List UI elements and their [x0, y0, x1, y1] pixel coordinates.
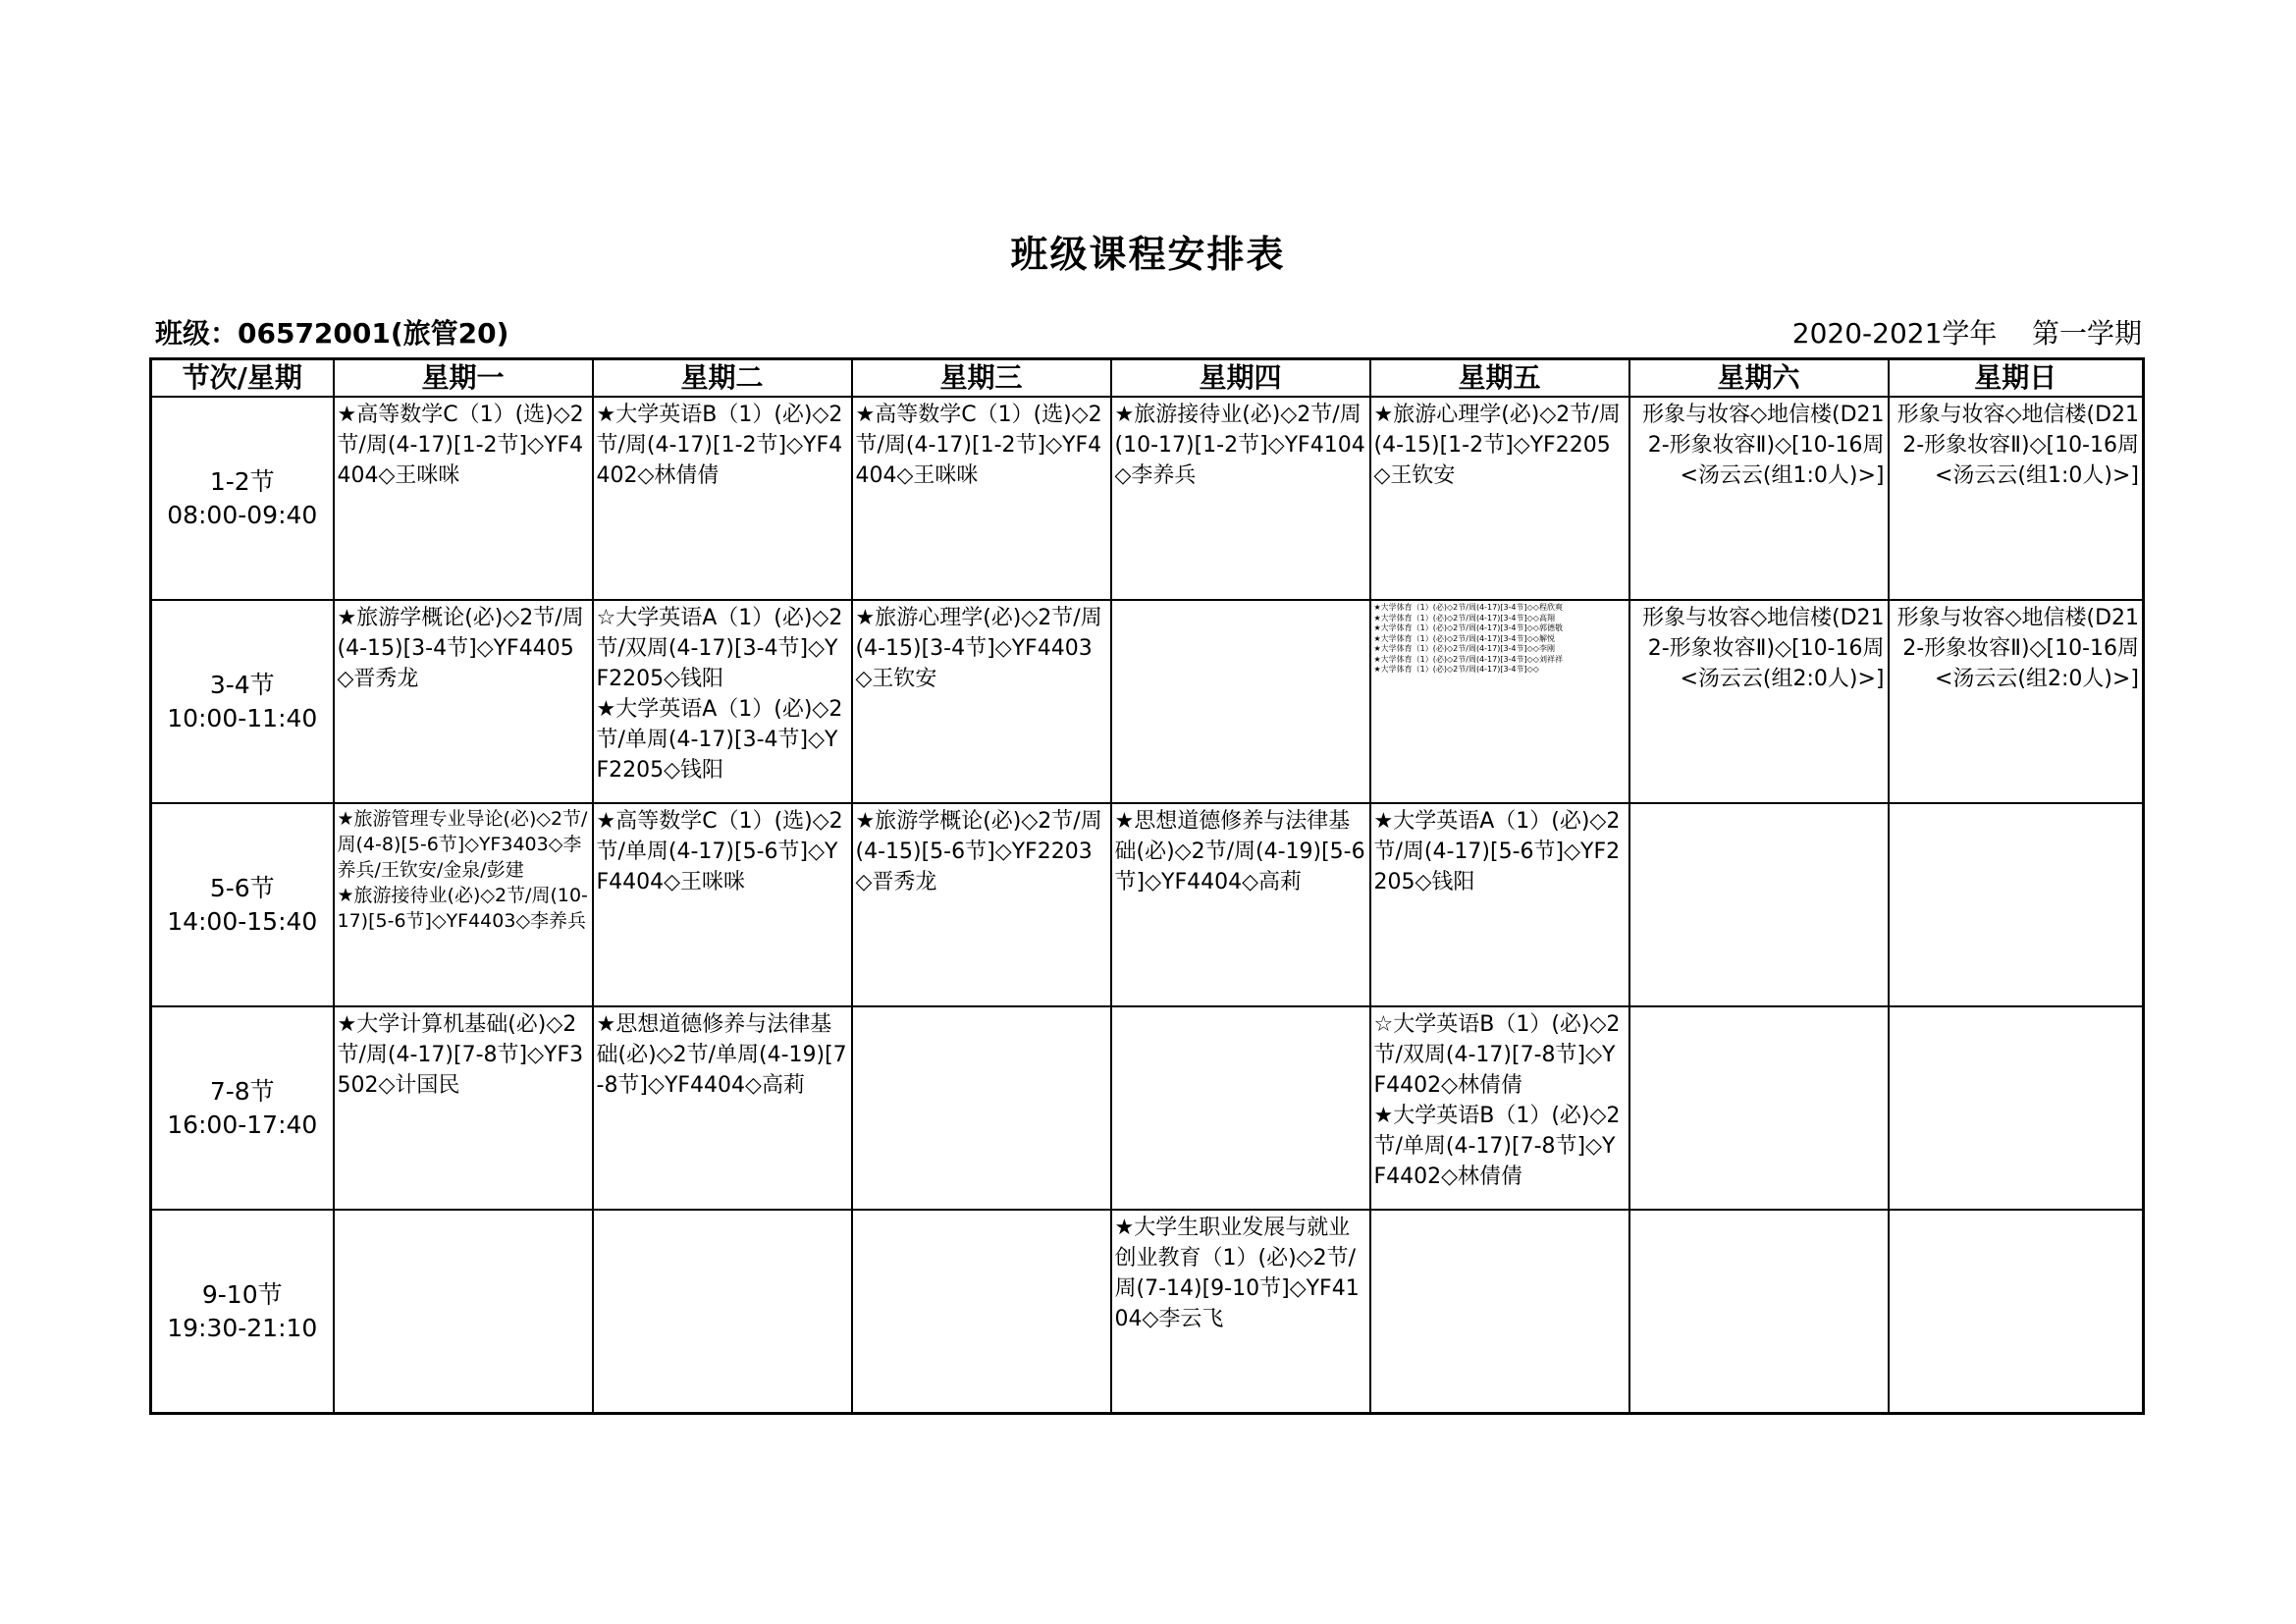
schedule-cell-sunday: [1889, 803, 2144, 1006]
table-row: [151, 600, 2144, 803]
schedule-cell-sunday: [1889, 1210, 2144, 1414]
schedule-cell-tuesday: [593, 803, 852, 1006]
course-entry: ★高等数学C（1）(选)◇2节/单周(4-17)[5-6节]◇YF4404◇王咪咪: [596, 809, 843, 894]
course-entry: 形象与妆容◇地信楼(D212-形象妆容Ⅱ)◇[10-16周<汤云云(组1:0人)>]: [1642, 403, 1885, 488]
schedule-cell-thursday: [1111, 1210, 1370, 1414]
course-entry: ★大学体育（1）(必)◇2节/周(4-17)[3-4节]◇◇解悦: [1373, 633, 1555, 643]
course-entry: ★思想道德修养与法律基础(必)◇2节/单周(4-19)[7-8节]◇YF4404◇高莉: [596, 1012, 847, 1098]
course-entry: 形象与妆容◇地信楼(D212-形象妆容Ⅱ)◇[10-16周<汤云云(组1:0人)>]: [1896, 403, 2139, 488]
course-entry: ★大学体育（1）(必)◇2节/周(4-17)[3-4节]◇◇郭德敬: [1373, 623, 1563, 632]
table-row: [151, 1006, 2144, 1210]
schedule-cell-friday: [1370, 803, 1629, 1006]
schedule-cell-monday: [334, 600, 593, 803]
course-entry: ★大学英语B（1）(必)◇2节/单周(4-17)[7-8节]◇YF4402◇林倩倩: [1373, 1104, 1621, 1189]
period-label: 7-8节: [209, 1076, 275, 1106]
course-entry: ★大学计算机基础(必)◇2节/周(4-17)[7-8节]◇YF3502◇计国民: [337, 1012, 584, 1098]
schedule-cell-thursday: [1111, 600, 1370, 803]
schedule-body: [151, 397, 2144, 1414]
period-time: 16:00-17:40: [167, 1110, 318, 1139]
table-row: [151, 1210, 2144, 1414]
schedule-cell-saturday: [1629, 397, 1889, 600]
course-entry: 形象与妆容◇地信楼(D212-形象妆容Ⅱ)◇[10-16周<汤云云(组2:0人)>]: [1642, 606, 1885, 691]
schedule-cell-sunday: [1889, 1006, 2144, 1210]
schedule-cell-monday: [334, 397, 593, 600]
schedule-cell-tuesday: [593, 1006, 852, 1210]
period-cell: [151, 600, 334, 803]
page-title: 班级课程安排表: [1010, 233, 1286, 276]
day-header-monday: 星期一: [334, 359, 593, 398]
course-entry: ★旅游学概论(必)◇2节/周(4-15)[3-4节]◇YF4405◇晋秀龙: [337, 606, 584, 691]
period-label: 9-10节: [201, 1279, 283, 1309]
period-time: 10:00-11:40: [167, 703, 318, 732]
day-header-saturday: 星期六: [1629, 359, 1889, 398]
schedule-cell-friday: [1370, 1210, 1629, 1414]
schedule-cell-saturday: [1629, 803, 1889, 1006]
period-time: 08:00-09:40: [167, 500, 318, 529]
course-entry: ★大学体育（1）(必)◇2节/周(4-17)[3-4节]◇◇: [1373, 665, 1539, 674]
schedule-cell-wednesday: [852, 397, 1111, 600]
course-entry: ★旅游心理学(必)◇2节/周(4-15)[3-4节]◇YF4403◇王钦安: [855, 606, 1102, 691]
day-header-tuesday: 星期二: [593, 359, 852, 398]
schedule-cell-wednesday: [852, 600, 1111, 803]
course-entry: ☆大学英语B（1）(必)◇2节/双周(4-17)[7-8节]◇YF4402◇林倩倩: [1373, 1012, 1621, 1098]
course-entry: ★旅游学概论(必)◇2节/周(4-15)[5-6节]◇YF2203◇晋秀龙: [855, 809, 1102, 894]
corner-header: 节次/星期: [151, 359, 334, 398]
course-entry: 形象与妆容◇地信楼(D212-形象妆容Ⅱ)◇[10-16周<汤云云(组2:0人)>]: [1896, 606, 2139, 691]
day-header-friday: 星期五: [1370, 359, 1629, 398]
class-label: 班级：06572001(旅管20): [155, 317, 509, 350]
schedule-cell-saturday: [1629, 1006, 1889, 1210]
schedule-cell-thursday: [1111, 1006, 1370, 1210]
schedule-cell-wednesday: [852, 1006, 1111, 1210]
course-entry: ★大学体育（1）(必)◇2节/周(4-17)[3-4节]◇◇刘祥祥: [1373, 654, 1563, 664]
course-entry: ★高等数学C（1）(选)◇2节/周(4-17)[1-2节]◇YF4404◇王咪咪: [855, 403, 1102, 488]
schedule-cell-wednesday: [852, 803, 1111, 1006]
course-entry: ★大学英语B（1）(必)◇2节/周(4-17)[1-2节]◇YF4402◇林倩倩: [596, 403, 843, 488]
table-row: [151, 803, 2144, 1006]
table-row: [151, 397, 2144, 600]
term-label: 2020-2021学年 第一学期: [1791, 317, 2142, 350]
schedule-cell-monday: [334, 1210, 593, 1414]
schedule-cell-friday: [1370, 397, 1629, 600]
day-header-wednesday: 星期三: [852, 359, 1111, 398]
period-time: 14:00-15:40: [167, 906, 318, 936]
course-entry: ★大学体育（1）(必)◇2节/周(4-17)[3-4节]◇◇程欣爽: [1373, 603, 1563, 612]
schedule-table: [149, 357, 2145, 1415]
schedule-cell-monday: [334, 803, 593, 1006]
course-entry: ☆大学英语A（1）(必)◇2节/双周(4-17)[3-4节]◇YF2205◇钱阳: [596, 606, 843, 691]
period-label: 1-2节: [209, 466, 275, 496]
course-entry: ★高等数学C（1）(选)◇2节/周(4-17)[1-2节]◇YF4404◇王咪咪: [337, 403, 584, 488]
schedule-cell-sunday: [1889, 600, 2144, 803]
period-cell: [151, 803, 334, 1006]
course-entry: ★大学生职业发展与就业创业教育（1）(必)◇2节/周(7-14)[9-10节]◇YF4104◇李云飞: [1114, 1216, 1360, 1331]
course-entry: ★旅游管理专业导论(必)◇2节/周(4-8)[5-6节]◇YF3403◇李养兵/王钦安/金泉/彭建: [337, 808, 588, 881]
schedule-cell-saturday: [1629, 600, 1889, 803]
course-entry: ★旅游接待业(必)◇2节/周(10-17)[5-6节]◇YF4403◇李养兵: [337, 885, 588, 932]
period-cell: [151, 1210, 334, 1414]
header-row: [151, 359, 2144, 398]
period-cell: [151, 1006, 334, 1210]
period-label: 3-4节: [209, 670, 275, 699]
schedule-cell-sunday: [1889, 397, 2144, 600]
course-entry: ★旅游接待业(必)◇2节/周(10-17)[1-2节]◇YF4104◇李养兵: [1114, 403, 1365, 488]
course-entry: ★思想道德修养与法律基础(必)◇2节/周(4-19)[5-6节]◇YF4404◇高莉: [1114, 809, 1365, 894]
schedule-cell-friday: [1370, 1006, 1629, 1210]
day-header-sunday: 星期日: [1889, 359, 2144, 398]
day-header-thursday: 星期四: [1111, 359, 1370, 398]
course-entry: ★大学英语A（1）(必)◇2节/周(4-17)[5-6节]◇YF2205◇钱阳: [1373, 809, 1621, 894]
course-entry: ★大学英语A（1）(必)◇2节/单周(4-17)[3-4节]◇YF2205◇钱阳: [596, 697, 843, 783]
schedule-cell-tuesday: [593, 600, 852, 803]
schedule-cell-wednesday: [852, 1210, 1111, 1414]
period-time: 19:30-21:10: [167, 1313, 318, 1342]
schedule-cell-friday: [1370, 600, 1629, 803]
schedule-cell-thursday: [1111, 803, 1370, 1006]
schedule-cell-saturday: [1629, 1210, 1889, 1414]
schedule-cell-tuesday: [593, 397, 852, 600]
course-entry: ★旅游心理学(必)◇2节/周(4-15)[1-2节]◇YF2205◇王钦安: [1373, 403, 1621, 488]
schedule-cell-tuesday: [593, 1210, 852, 1414]
schedule-cell-monday: [334, 1006, 593, 1210]
course-entry: ★大学体育（1）(必)◇2节/周(4-17)[3-4节]◇◇李刚: [1373, 644, 1555, 653]
period-label: 5-6节: [209, 873, 275, 902]
period-cell: [151, 397, 334, 600]
schedule-cell-thursday: [1111, 397, 1370, 600]
course-entry: ★大学体育（1）(必)◇2节/周(4-17)[3-4节]◇◇高翔: [1373, 613, 1555, 623]
